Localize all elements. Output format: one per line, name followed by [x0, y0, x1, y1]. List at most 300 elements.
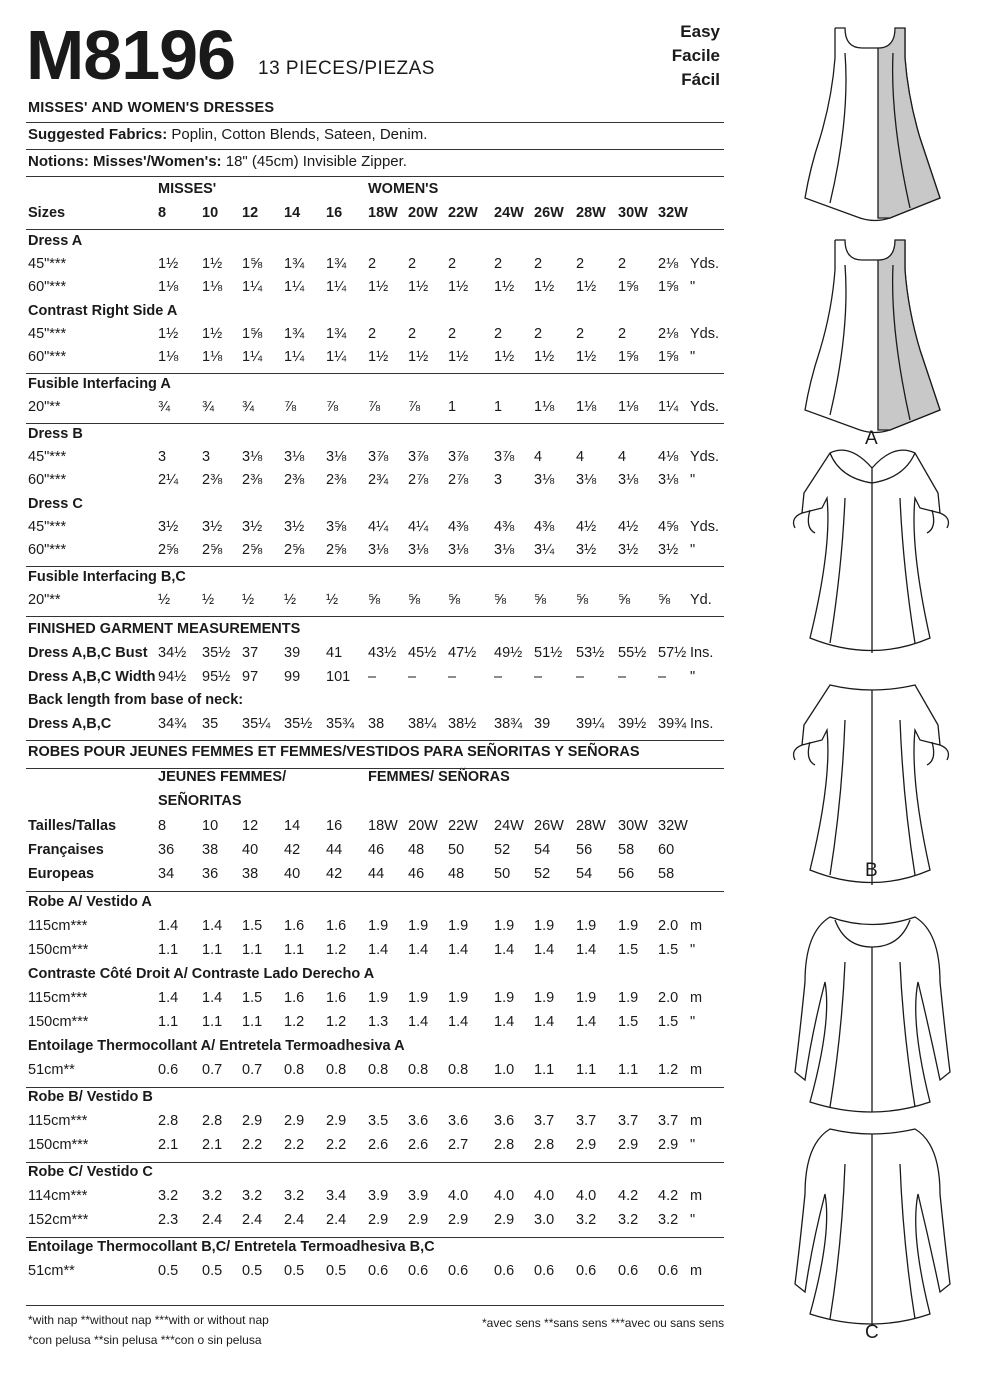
cell-value: 3½	[158, 519, 179, 535]
cell-value: 1½	[158, 326, 179, 342]
section-title: Dress A	[28, 233, 83, 249]
row-unit: Yds.	[690, 326, 720, 342]
cell-value: 2⅛	[658, 256, 679, 272]
cell-value: 1.1	[576, 1062, 597, 1078]
cell-value: 1½	[202, 326, 223, 342]
cell-value: 1.4	[202, 918, 223, 934]
row-label: 20"**	[28, 592, 61, 608]
cell-value: 2⅝	[158, 542, 179, 558]
english-title: MISSES' AND WOMEN'S DRESSES	[28, 100, 275, 116]
row-label: 51cm**	[28, 1263, 75, 1279]
cell-value: 42	[326, 866, 343, 882]
cell-value: 3¼	[534, 542, 555, 558]
cell-value: 48	[408, 842, 425, 858]
cell-value: 0.6	[658, 1263, 679, 1279]
cell-value: 94½	[158, 669, 187, 685]
cell-value: 35½	[284, 716, 313, 732]
section-title: Dress B	[28, 426, 83, 442]
cell-value: 1.9	[448, 918, 469, 934]
row-unit: "	[690, 472, 696, 488]
level-es: Fácil	[681, 70, 720, 89]
section-title: Robe B/ Vestido B	[28, 1089, 153, 1105]
cell-value: 45½	[408, 645, 437, 661]
cell-value: 3.0	[534, 1212, 555, 1228]
cell-value: 1.1	[242, 942, 263, 958]
cell-value: 3⅛	[618, 472, 639, 488]
cell-value: 2⅜	[326, 472, 347, 488]
cell-value: 1.4	[158, 918, 179, 934]
row-label: 60"***	[28, 349, 67, 365]
cell-value: ⅝	[448, 592, 461, 608]
cell-value: 3½	[284, 519, 305, 535]
cell-value: 55½	[618, 645, 647, 661]
group-header-jeunes: JEUNES FEMMES/	[158, 769, 287, 785]
cell-value: 1.5	[242, 918, 263, 934]
cell-value: 2⅝	[326, 542, 347, 558]
cell-value: 3⅞	[408, 449, 429, 465]
cell-value: 1.4	[534, 1014, 555, 1030]
cell-value: 2.0	[658, 990, 679, 1006]
row-unit: m	[690, 1062, 703, 1078]
back-length-title: Back length from base of neck:	[28, 692, 244, 708]
cell-value: 0.6	[576, 1263, 597, 1279]
cell-value: ⅝	[534, 592, 547, 608]
cell-value: 1¾	[284, 256, 305, 272]
cell-value: 51½	[534, 645, 563, 661]
cell-value: 1¾	[326, 326, 347, 342]
cell-value: 1.5	[658, 1014, 679, 1030]
cell-value: 1.4	[494, 942, 515, 958]
cell-value: 16	[326, 205, 343, 221]
pieces-count: 13 PIECES/PIEZAS	[258, 58, 435, 79]
cell-value: 1.2	[284, 1014, 305, 1030]
cell-value: 1.4	[576, 1014, 597, 1030]
fabrics-text: Poplin, Cotton Blends, Sateen, Denim.	[171, 126, 428, 143]
cell-value: 3⅛	[448, 542, 469, 558]
cell-value: 4½	[618, 519, 639, 535]
cell-value: 43½	[368, 645, 397, 661]
cell-value: ½	[158, 592, 171, 608]
row-label: 150cm***	[28, 1137, 89, 1153]
cell-value: 2.8	[158, 1113, 179, 1129]
cell-value: 4½	[576, 519, 597, 535]
cell-value: 1½	[448, 349, 469, 365]
cell-value: 3⅞	[448, 449, 469, 465]
cell-value: 1.1	[242, 1014, 263, 1030]
cell-value: 1⅛	[158, 349, 179, 365]
cell-value: 1.1	[158, 1014, 179, 1030]
cell-value: 2.4	[242, 1212, 263, 1228]
cell-value: 3.6	[408, 1113, 429, 1129]
cell-value: 42	[284, 842, 301, 858]
cell-value: 1.2	[658, 1062, 679, 1078]
cell-value: 3½	[242, 519, 263, 535]
cell-value: ¾	[202, 399, 215, 415]
row-label: 60"***	[28, 279, 67, 295]
cell-value: 1⅝	[242, 326, 263, 342]
cell-value: 1.0	[494, 1062, 515, 1078]
cell-value: 2⅝	[202, 542, 223, 558]
cell-value: 1.4	[494, 1014, 515, 1030]
cell-value: 4.2	[618, 1188, 639, 1204]
row-label: 115cm***	[28, 1113, 88, 1129]
dress-b-front-drawing	[794, 450, 949, 653]
cell-value: 1¼	[326, 279, 347, 295]
cell-value: 0.6	[368, 1263, 389, 1279]
cell-value: 2⅝	[284, 542, 305, 558]
cell-value: 2⅛	[658, 326, 679, 342]
cell-value: 1.4	[408, 942, 429, 958]
cell-value: 47½	[448, 645, 477, 661]
cell-value: 46	[368, 842, 385, 858]
cell-value: 2.8	[202, 1113, 223, 1129]
cell-value: 2	[448, 326, 457, 342]
cell-value: 52	[494, 842, 511, 858]
cell-value: 2.9	[326, 1113, 347, 1129]
cell-value: 38¼	[408, 716, 437, 732]
cell-value: 2.9	[576, 1137, 597, 1153]
cell-value: –	[658, 669, 667, 685]
cell-value: 1.9	[576, 918, 597, 934]
cell-value: 3⅛	[576, 472, 597, 488]
cell-value: 1.1	[202, 942, 223, 958]
row-unit: "	[690, 942, 696, 958]
row-label: 45"***	[28, 326, 67, 342]
cell-value: 2	[494, 256, 503, 272]
cell-value: 2	[448, 256, 457, 272]
cell-value: 3.2	[242, 1188, 263, 1204]
section-title: Contrast Right Side A	[28, 303, 178, 319]
cell-value: 3.6	[448, 1113, 469, 1129]
row-label: 152cm***	[28, 1212, 89, 1228]
cell-value: 2.2	[326, 1137, 347, 1153]
cell-value: 38	[202, 842, 219, 858]
row-unit: m	[690, 1188, 703, 1204]
cell-value: 2.6	[408, 1137, 429, 1153]
cell-value: 1.9	[494, 990, 515, 1006]
cell-value: 3.9	[408, 1188, 429, 1204]
section-title: Fusible Interfacing A	[28, 376, 171, 392]
cell-value: 12	[242, 205, 259, 221]
cell-value: 38¾	[494, 716, 523, 732]
cell-value: 4⅜	[534, 519, 555, 535]
cell-value: 34	[158, 866, 175, 882]
level-fr: Facile	[671, 46, 720, 65]
cell-value: 35½	[202, 645, 231, 661]
row-label: Françaises	[28, 842, 104, 858]
cell-value: 0.5	[326, 1263, 347, 1279]
cell-value: 48	[448, 866, 465, 882]
cell-value: 2	[576, 326, 585, 342]
cell-value: 20W	[408, 205, 438, 221]
cell-value: 4¼	[368, 519, 389, 535]
cell-value: 39½	[618, 716, 647, 732]
row-label: Dress A,B,C Width	[28, 669, 156, 685]
cell-value: 3½	[658, 542, 679, 558]
cell-value: 1⅝	[242, 256, 263, 272]
row-label: 114cm***	[28, 1188, 88, 1204]
dress-a-back-drawing	[805, 240, 940, 433]
row-label: Europeas	[28, 866, 95, 882]
cell-value: 2¾	[368, 472, 389, 488]
view-label-b: B	[865, 860, 878, 881]
finished-measurements-title: FINISHED GARMENT MEASUREMENTS	[28, 621, 301, 637]
cell-value: 1½	[534, 349, 555, 365]
cell-value: 2.4	[202, 1212, 223, 1228]
cell-value: 1.1	[158, 942, 179, 958]
cell-value: 2⅞	[448, 472, 469, 488]
cell-value: 0.6	[448, 1263, 469, 1279]
cell-value: 24W	[494, 818, 524, 834]
cell-value: ¾	[242, 399, 255, 415]
cell-value: –	[618, 669, 627, 685]
metric-yardage-table	[28, 0, 728, 1300]
cell-value: 0.7	[242, 1062, 263, 1078]
cell-value: 58	[658, 866, 675, 882]
cell-value: 35¼	[242, 716, 271, 732]
cell-value: 2.9	[658, 1137, 679, 1153]
cell-value: 1.5	[658, 942, 679, 958]
cell-value: 35	[202, 716, 219, 732]
cell-value: 58	[618, 842, 635, 858]
cell-value: 3½	[576, 542, 597, 558]
cell-value: 2.9	[408, 1212, 429, 1228]
cell-value: 2.9	[494, 1212, 515, 1228]
cell-value: ⅝	[576, 592, 589, 608]
cell-value: 26W	[534, 818, 564, 834]
cell-value: 35¾	[326, 716, 355, 732]
cell-value: 30W	[618, 205, 648, 221]
row-unit: Yds.	[690, 256, 720, 272]
cell-value: 1⅛	[202, 349, 223, 365]
cell-value: 1.4	[448, 942, 469, 958]
cell-value: 39	[534, 716, 551, 732]
row-unit: m	[690, 918, 703, 934]
cell-value: 1⅛	[158, 279, 179, 295]
cell-value: 1.4	[534, 942, 555, 958]
cell-value: 0.6	[494, 1263, 515, 1279]
cell-value: –	[534, 669, 543, 685]
row-unit: "	[690, 1014, 696, 1030]
group-header-senoritas: SEÑORITAS	[158, 793, 242, 809]
cell-value: –	[576, 669, 585, 685]
cell-value: ⅝	[618, 592, 631, 608]
footnote-en: *with nap **without nap ***with or without nap	[28, 1313, 269, 1327]
row-unit: Yds.	[690, 519, 720, 535]
cell-value: 0.5	[242, 1263, 263, 1279]
cell-value: 101	[326, 669, 351, 685]
cell-value: 1⅝	[618, 349, 639, 365]
metric-title: ROBES POUR JEUNES FEMMES ET FEMMES/VESTIDOS PARA SEÑORITAS Y SEÑORAS	[28, 744, 640, 760]
cell-value: 39¾	[658, 716, 687, 732]
cell-value: 22W	[448, 205, 478, 221]
cell-value: 8	[158, 205, 167, 221]
cell-value: 2.2	[284, 1137, 305, 1153]
cell-value: 2	[368, 256, 377, 272]
cell-value: 1½	[368, 349, 389, 365]
cell-value: 36	[158, 842, 175, 858]
cell-value: 2.4	[326, 1212, 347, 1228]
section-title: Entoilage Thermocollant A/ Entretela Termoadhesiva A	[28, 1038, 405, 1054]
cell-value: 37	[242, 645, 259, 661]
section-title: Robe C/ Vestido C	[28, 1164, 153, 1180]
row-unit: m	[690, 990, 703, 1006]
view-label-a: A	[865, 428, 878, 449]
cell-value: 3.4	[326, 1188, 347, 1204]
cell-value: 10	[202, 818, 219, 834]
cell-value: 1.4	[202, 990, 223, 1006]
cell-value: 10	[202, 205, 219, 221]
cell-value: 1.9	[368, 990, 389, 1006]
cell-value: 4⅝	[658, 519, 679, 535]
cell-value: 4	[534, 449, 543, 465]
cell-value: 2⅜	[242, 472, 263, 488]
cell-value: 4	[618, 449, 627, 465]
cell-value: 1.9	[448, 990, 469, 1006]
cell-value: 1⅝	[658, 279, 679, 295]
cell-value: 8	[158, 818, 167, 834]
cell-value: 2.0	[658, 918, 679, 934]
row-label: 115cm***	[28, 990, 88, 1006]
cell-value: 1⅛	[576, 399, 597, 415]
row-label: 45"***	[28, 449, 67, 465]
cell-value: 3.2	[658, 1212, 679, 1228]
cell-value: ⅝	[494, 592, 507, 608]
cell-value: 2⅜	[202, 472, 223, 488]
cell-value: 52	[534, 866, 551, 882]
cell-value: 2.8	[534, 1137, 555, 1153]
cell-value: 1.4	[158, 990, 179, 1006]
cell-value: 1⅛	[534, 399, 555, 415]
row-unit: m	[690, 1113, 703, 1129]
cell-value: 38	[368, 716, 385, 732]
cell-value: 26W	[534, 205, 564, 221]
row-unit: Ins.	[690, 716, 714, 732]
cell-value: 44	[368, 866, 385, 882]
pattern-number: M8196	[26, 16, 236, 94]
cell-value: 3⅛	[658, 472, 679, 488]
row-label: Dress A,B,C Bust	[28, 645, 148, 661]
cell-value: 50	[448, 842, 465, 858]
cell-value: 2.2	[242, 1137, 263, 1153]
cell-value: 1.9	[494, 918, 515, 934]
cell-value: 3.2	[284, 1188, 305, 1204]
cell-value: 60	[658, 842, 675, 858]
row-label: 150cm***	[28, 1014, 89, 1030]
cell-value: 1½	[576, 279, 597, 295]
cell-value: 4.2	[658, 1188, 679, 1204]
dress-c-front-drawing	[795, 917, 950, 1112]
cell-value: 1¼	[242, 279, 263, 295]
cell-value: 54	[534, 842, 551, 858]
section-title: Contraste Côté Droit A/ Contraste Lado Derecho A	[28, 966, 375, 982]
cell-value: 12	[242, 818, 259, 834]
row-label: 60"***	[28, 542, 67, 558]
cell-value: 1.3	[368, 1014, 389, 1030]
section-title: Fusible Interfacing B,C	[28, 569, 186, 585]
cell-value: 1.1	[202, 1014, 223, 1030]
cell-value: 1.9	[368, 918, 389, 934]
cell-value: 18W	[368, 818, 398, 834]
row-unit: "	[690, 542, 696, 558]
cell-value: 38½	[448, 716, 477, 732]
cell-value: 32W	[658, 205, 688, 221]
cell-value: ⅞	[368, 399, 381, 415]
footnote-fr: *avec sens **sans sens ***avec ou sans sens	[482, 1316, 725, 1330]
row-unit: "	[690, 1137, 696, 1153]
cell-value: 3.7	[658, 1113, 679, 1129]
cell-value: 3⅛	[242, 449, 263, 465]
cell-value: 1½	[202, 256, 223, 272]
cell-value: 3½	[202, 519, 223, 535]
section-title: Entoilage Thermocollant B,C/ Entretela Termoadhesiva B,C	[28, 1239, 435, 1255]
cell-value: 16	[326, 818, 343, 834]
cell-value: 0.5	[158, 1263, 179, 1279]
cell-value: 1½	[408, 349, 429, 365]
cell-value: 4	[576, 449, 585, 465]
cell-value: 0.6	[618, 1263, 639, 1279]
cell-value: 2¼	[158, 472, 179, 488]
cell-value: 4¼	[408, 519, 429, 535]
cell-value: 46	[408, 866, 425, 882]
notions-label: Notions: Misses'/Women's:	[28, 153, 222, 170]
cell-value: ⅞	[326, 399, 339, 415]
cell-value: 0.8	[284, 1062, 305, 1078]
row-unit: "	[690, 279, 696, 295]
section-title: Robe A/ Vestido A	[28, 894, 152, 910]
dress-c-back-drawing	[795, 1129, 950, 1324]
section-title: Dress C	[28, 496, 83, 512]
cell-value: 0.8	[368, 1062, 389, 1078]
cell-value: 0.6	[408, 1263, 429, 1279]
cell-value: ⅞	[408, 399, 421, 415]
notions-text: 18" (45cm) Invisible Zipper.	[225, 153, 407, 170]
cell-value: 20W	[408, 818, 438, 834]
cell-value: 1½	[408, 279, 429, 295]
cell-value: 3⅛	[368, 542, 389, 558]
cell-value: 1.6	[284, 918, 305, 934]
cell-value: 2⅜	[284, 472, 305, 488]
cell-value: 3⅛	[494, 542, 515, 558]
cell-value: 57½	[658, 645, 687, 661]
cell-value: 3.2	[158, 1188, 179, 1204]
cell-value: 1.9	[534, 918, 555, 934]
row-unit: Yds.	[690, 399, 720, 415]
cell-value: 1.6	[326, 918, 347, 934]
cell-value: 2	[534, 326, 543, 342]
cell-value: 1	[494, 399, 503, 415]
cell-value: 1¼	[284, 349, 305, 365]
cell-value: 1¼	[326, 349, 347, 365]
cell-value: 1½	[534, 279, 555, 295]
cell-value: 34½	[158, 645, 187, 661]
cell-value: 1.9	[576, 990, 597, 1006]
cell-value: 1½	[368, 279, 389, 295]
cell-value: 1.5	[618, 942, 639, 958]
cell-value: 56	[618, 866, 635, 882]
cell-value: 40	[242, 842, 259, 858]
footnote-es: *con pelusa **sin pelusa ***con o sin pelusa	[28, 1333, 262, 1347]
cell-value: 4.0	[494, 1188, 515, 1204]
cell-value: 3.2	[618, 1212, 639, 1228]
cell-value: 1.9	[408, 918, 429, 934]
row-label: 115cm***	[28, 918, 88, 934]
cell-value: 1.1	[284, 942, 305, 958]
cell-value: 0.8	[326, 1062, 347, 1078]
dress-illustrations	[790, 18, 970, 1348]
cell-value: 97	[242, 669, 259, 685]
cell-value: 2.9	[448, 1212, 469, 1228]
